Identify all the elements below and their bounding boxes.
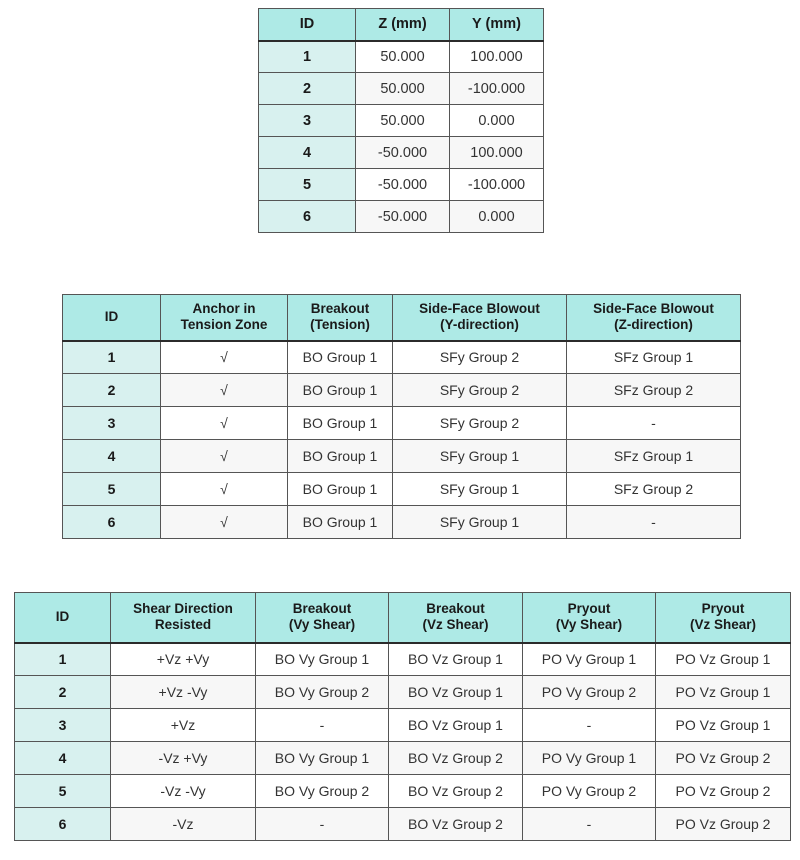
column-header-id: ID [259, 9, 356, 41]
cell-id: 3 [259, 105, 356, 137]
cell-id: 2 [63, 374, 161, 407]
cell-bo-vy: - [256, 808, 389, 841]
cell-po-vz: PO Vz Group 2 [656, 742, 791, 775]
cell-id: 6 [259, 201, 356, 233]
table-row [63, 341, 741, 374]
header-line-1: Pryout [567, 601, 611, 617]
table-row [15, 808, 791, 841]
cell-po-vy: - [523, 709, 656, 742]
table-header-row [15, 593, 791, 643]
cell-breakout-tension: BO Group 1 [288, 374, 393, 407]
cell-sfy: SFy Group 1 [393, 440, 567, 473]
cell-sfy: SFy Group 2 [393, 341, 567, 374]
cell-po-vy: PO Vy Group 1 [523, 742, 656, 775]
header-line-2: (Vy Shear) [288, 617, 356, 633]
column-header-breakout-vy-shear [256, 593, 389, 643]
cell-po-vy: - [523, 808, 656, 841]
table-row [15, 643, 791, 676]
cell-breakout-tension: BO Group 1 [288, 341, 393, 374]
cell-po-vz: PO Vz Group 1 [656, 643, 791, 676]
cell-sfy: SFy Group 1 [393, 506, 567, 539]
column-header-breakout-vz-shear [389, 593, 523, 643]
cell-id: 3 [15, 709, 111, 742]
table-row [15, 676, 791, 709]
column-header-id [63, 295, 161, 341]
cell-bo-vy: BO Vy Group 2 [256, 676, 389, 709]
cell-id: 1 [259, 41, 356, 73]
column-header-id [15, 593, 111, 643]
header-line-1: Side-Face Blowout [593, 301, 714, 317]
cell-bo-vy: BO Vy Group 1 [256, 742, 389, 775]
cell-shear-direction: -Vz -Vy [111, 775, 256, 808]
checkmark-icon: √ [161, 341, 288, 374]
cell-id: 5 [15, 775, 111, 808]
table-row [259, 73, 544, 105]
cell-po-vz: PO Vz Group 1 [656, 676, 791, 709]
cell-id: 2 [259, 73, 356, 105]
cell-shear-direction: +Vz [111, 709, 256, 742]
cell-y: 0.000 [450, 201, 544, 233]
tension-grid [62, 294, 741, 539]
table-header-row [63, 295, 741, 341]
cell-bo-vy: BO Vy Group 2 [256, 775, 389, 808]
header-line-2: (Z-direction) [614, 317, 693, 333]
cell-shear-direction: +Vz -Vy [111, 676, 256, 709]
shear-grid [14, 592, 791, 841]
cell-id: 4 [15, 742, 111, 775]
cell-po-vz: PO Vz Group 2 [656, 808, 791, 841]
header-line-1: Breakout [292, 601, 352, 617]
table-row [63, 506, 741, 539]
cell-shear-direction: +Vz +Vy [111, 643, 256, 676]
header-line-1: Breakout [310, 301, 370, 317]
table-row [63, 440, 741, 473]
column-header-breakout-tension [288, 295, 393, 341]
checkmark-icon: √ [161, 374, 288, 407]
cell-z: 50.000 [356, 105, 450, 137]
header-line-1: ID [104, 309, 119, 325]
cell-bo-vz: BO Vz Group 2 [389, 742, 523, 775]
cell-sfz: SFz Group 1 [567, 341, 741, 374]
cell-y: -100.000 [450, 169, 544, 201]
header-line-1: Breakout [426, 601, 485, 617]
coordinates-grid [258, 8, 544, 233]
checkmark-icon: √ [161, 506, 288, 539]
tension-groups-table [62, 294, 740, 539]
cell-z: 50.000 [356, 41, 450, 73]
cell-y: -100.000 [450, 73, 544, 105]
column-header-pryout-vz-shear [656, 593, 791, 643]
cell-bo-vy: - [256, 709, 389, 742]
cell-id: 3 [63, 407, 161, 440]
table-row [259, 169, 544, 201]
cell-sfz: - [567, 506, 741, 539]
cell-shear-direction: -Vz +Vy [111, 742, 256, 775]
cell-sfy: SFy Group 2 [393, 374, 567, 407]
cell-bo-vz: BO Vz Group 2 [389, 808, 523, 841]
header-line-1: Shear Direction [133, 601, 233, 617]
table-row [259, 137, 544, 169]
cell-bo-vy: BO Vy Group 1 [256, 643, 389, 676]
cell-id: 6 [63, 506, 161, 539]
cell-id: 5 [63, 473, 161, 506]
cell-id: 2 [15, 676, 111, 709]
cell-bo-vz: BO Vz Group 2 [389, 775, 523, 808]
table-row [63, 374, 741, 407]
cell-id: 5 [259, 169, 356, 201]
cell-po-vz: PO Vz Group 2 [656, 775, 791, 808]
cell-bo-vz: BO Vz Group 1 [389, 643, 523, 676]
cell-y: 100.000 [450, 41, 544, 73]
header-line-1: Anchor in [192, 301, 256, 317]
checkmark-icon: √ [161, 440, 288, 473]
column-header-pryout-vy-shear [523, 593, 656, 643]
cell-id: 1 [63, 341, 161, 374]
cell-sfz: - [567, 407, 741, 440]
cell-shear-direction: -Vz [111, 808, 256, 841]
header-line-2: (Vz Shear) [689, 617, 757, 633]
header-line-1: Side-Face Blowout [419, 301, 540, 317]
cell-sfz: SFz Group 2 [567, 374, 741, 407]
cell-po-vy: PO Vy Group 2 [523, 676, 656, 709]
table-row [63, 473, 741, 506]
cell-breakout-tension: BO Group 1 [288, 440, 393, 473]
header-line-2: (Vz Shear) [422, 617, 489, 633]
cell-z: 50.000 [356, 73, 450, 105]
column-header-anchor-in-tension-zone [161, 295, 288, 341]
column-header-y-mm: Y (mm) [450, 9, 544, 41]
cell-z: -50.000 [356, 201, 450, 233]
cell-id: 6 [15, 808, 111, 841]
cell-sfy: SFy Group 1 [393, 473, 567, 506]
column-header-side-face-blowout-z [567, 295, 741, 341]
cell-po-vy: PO Vy Group 1 [523, 643, 656, 676]
cell-sfy: SFy Group 2 [393, 407, 567, 440]
column-header-shear-direction-resisted [111, 593, 256, 643]
cell-sfz: SFz Group 1 [567, 440, 741, 473]
column-header-side-face-blowout-y [393, 295, 567, 341]
header-line-2: Tension Zone [180, 317, 268, 333]
table-row [15, 709, 791, 742]
checkmark-icon: √ [161, 407, 288, 440]
header-line-1: Pryout [701, 601, 745, 617]
cell-id: 4 [63, 440, 161, 473]
checkmark-icon: √ [161, 473, 288, 506]
table-row [63, 407, 741, 440]
table-row [15, 775, 791, 808]
header-line-1: ID [55, 609, 70, 625]
cell-breakout-tension: BO Group 1 [288, 407, 393, 440]
cell-bo-vz: BO Vz Group 1 [389, 709, 523, 742]
cell-z: -50.000 [356, 137, 450, 169]
cell-breakout-tension: BO Group 1 [288, 506, 393, 539]
cell-breakout-tension: BO Group 1 [288, 473, 393, 506]
cell-po-vz: PO Vz Group 1 [656, 709, 791, 742]
cell-id: 4 [259, 137, 356, 169]
cell-bo-vz: BO Vz Group 1 [389, 676, 523, 709]
table-row [15, 742, 791, 775]
header-line-2: (Tension) [310, 317, 370, 333]
header-line-2: (Vy Shear) [555, 617, 623, 633]
anchor-coordinates-table [258, 8, 543, 233]
cell-sfz: SFz Group 2 [567, 473, 741, 506]
shear-groups-table [14, 592, 790, 841]
header-line-2: (Y-direction) [440, 317, 519, 333]
table-row [259, 41, 544, 73]
header-line-2: Resisted [154, 617, 212, 633]
cell-y: 100.000 [450, 137, 544, 169]
cell-po-vy: PO Vy Group 2 [523, 775, 656, 808]
cell-y: 0.000 [450, 105, 544, 137]
cell-id: 1 [15, 643, 111, 676]
table-row [259, 105, 544, 137]
table-row [259, 201, 544, 233]
table-header-row [259, 9, 544, 41]
column-header-z-mm: Z (mm) [356, 9, 450, 41]
cell-z: -50.000 [356, 169, 450, 201]
